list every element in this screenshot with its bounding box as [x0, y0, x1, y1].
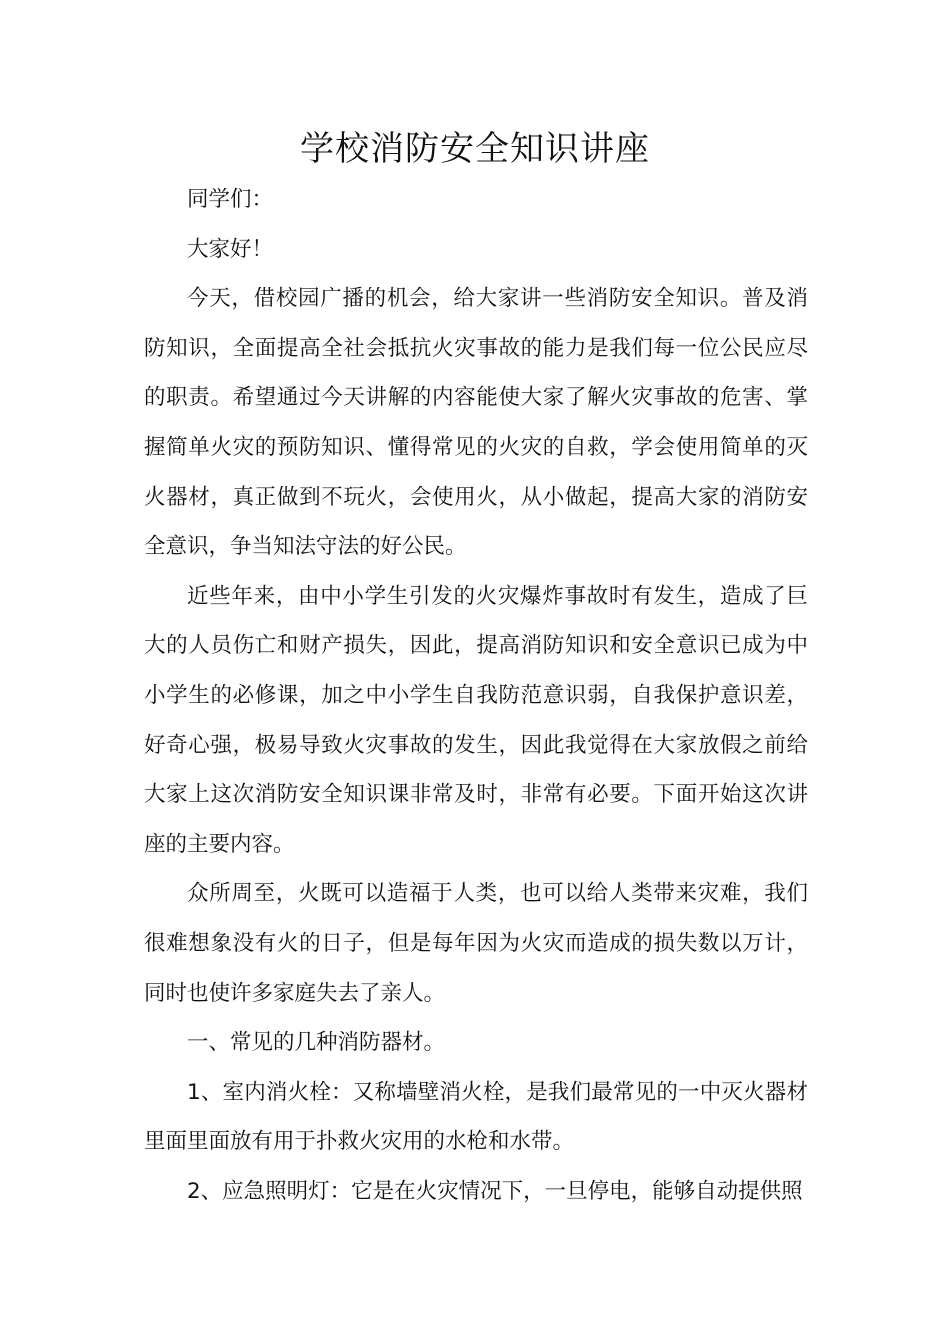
body-paragraph: 众所周至，火既可以造福于人类，也可以给人类带来灾难，我们很难想象没有火的日子，但是每年因为火灾而造成的损失数以万计，同时也使许多家庭失去了亲人。 — [144, 881, 808, 1006]
greeting-paragraph: 大家好！ — [187, 236, 274, 262]
body-paragraph: 近些年来，由中小学生引发的火灾爆炸事故时有发生，造成了巨大的人员伤亡和财产损失，因此，提高消防知识和安全意识已成为中小学生的必修课，加之中小学生自我防范意识弱，自我保护意识差，好奇心强，极易导致火灾事故的发生，因此我觉得在大家放假之前给大家上这次消防安全知识课非常及时，非常有必要。下面开始这次讲座的主要内容。 — [144, 583, 808, 857]
document-body — [144, 175, 808, 1216]
list-item: 1、室内消火栓：又称墙壁消火栓，是我们最常见的一中灭火器材里面里面放有用于扑救火灾用的水枪和水带。 — [144, 1079, 808, 1155]
list-item: 2、应急照明灯：它是在火灾情况下，一旦停电，能够自动提供照 — [187, 1178, 803, 1204]
body-paragraph: 今天，借校园广播的机会，给大家讲一些消防安全知识。普及消防知识，全面提高全社会抵抗火灾事故的能力是我们每一位公民应尽的职责。希望通过今天讲解的内容能使大家了解火灾事故的危害、掌握简单火灾的预防知识、懂得常见的火灾的自救，学会使用简单的灭火器材，真正做到不玩火，会使用火，从小做起，提高大家的消防安全意识，争当知法守法的好公民。 — [144, 286, 808, 560]
document-title: 学校消防安全知识讲座 — [300, 129, 650, 169]
salutation-paragraph: 同学们： — [187, 187, 274, 212]
section-heading: 一、常见的几种消防器材。 — [187, 1030, 446, 1056]
